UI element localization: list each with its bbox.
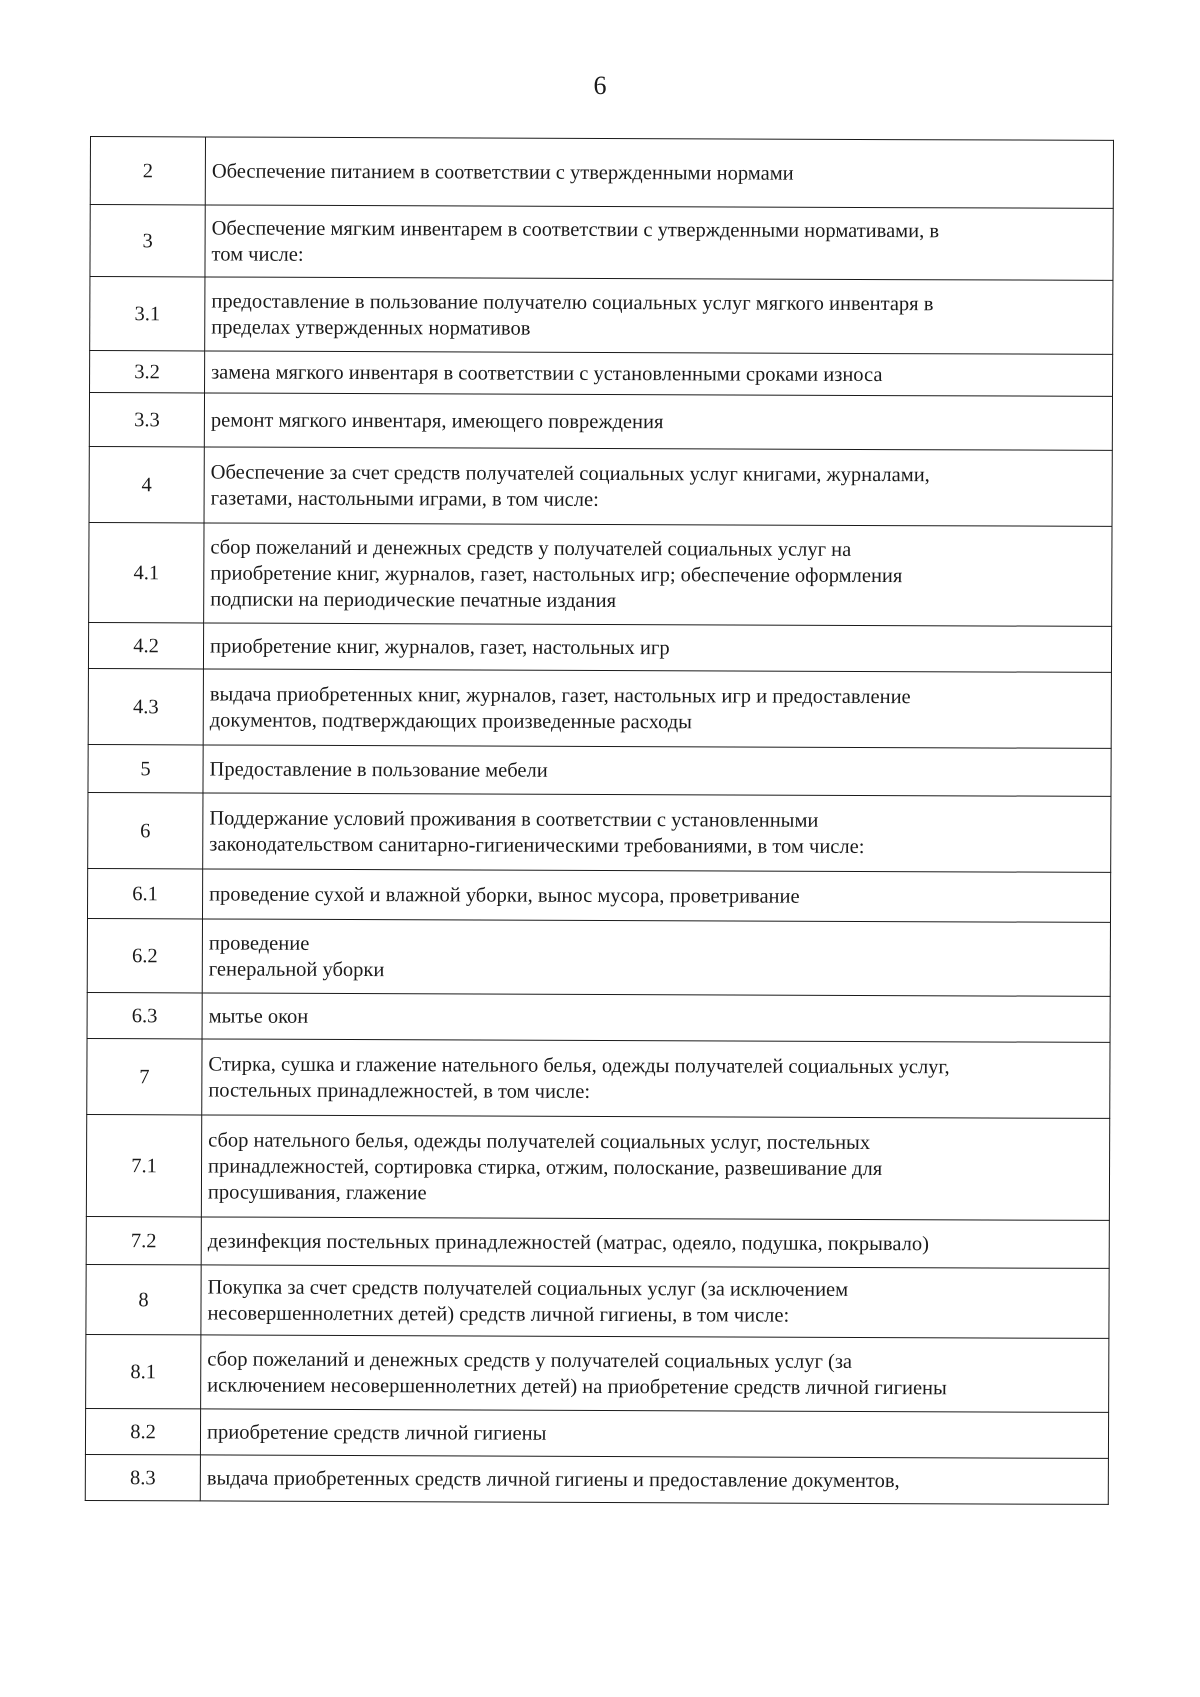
row-text: проведение сухой и влажной уборки, вынос мусора, проветривание: [202, 869, 1110, 922]
table-row: [85, 1408, 1108, 1458]
table-row: [87, 918, 1110, 996]
table-row: [89, 393, 1112, 451]
table-row: [88, 744, 1111, 796]
row-number: 7.2: [86, 1216, 201, 1264]
row-number: 2: [90, 137, 205, 205]
row-text: Стирка, сушка и глажение нательного белья, одежды получателей социальных услуг, постельных принадлежностей, в том числе:: [202, 1039, 1110, 1118]
row-number: 8: [86, 1264, 201, 1334]
table-row: [90, 205, 1113, 281]
table-row: [89, 446, 1112, 526]
table-row: [88, 622, 1111, 672]
row-text: ремонт мягкого инвентаря, имеющего повреждения: [204, 393, 1112, 450]
table-row: [85, 1454, 1108, 1504]
row-number: 4: [89, 446, 204, 522]
table-row: [86, 1264, 1109, 1338]
table-row: [86, 1334, 1109, 1412]
table-row: [87, 1038, 1110, 1118]
table-row: [86, 1216, 1109, 1268]
page-number: 6: [593, 71, 607, 100]
table-row: [88, 668, 1111, 748]
table-row: [90, 277, 1113, 355]
row-number: 4.1: [89, 522, 204, 622]
row-text: замена мягкого инвентаря в соответствии с установленными сроками износа: [205, 351, 1113, 396]
row-number: 7: [87, 1038, 202, 1114]
row-text: приобретение средств личной гигиены: [200, 1409, 1108, 1458]
row-text: предоставление в пользование получателю социальных услуг мягкого инвентаря в пределах утвержденных нормативов: [205, 277, 1113, 354]
table-row: [88, 792, 1111, 872]
row-text: дезинфекция постельных принадлежностей (матрас, одеяло, подушка, покрывало): [201, 1217, 1109, 1268]
row-number: 7.1: [86, 1114, 201, 1216]
row-text: сбор нательного белья, одежды получателей социальных услуг, постельных принадлежностей, сортировка стирка, отжим, полоскание, развешивание для просушивания, глажение: [201, 1115, 1109, 1220]
row-number: 8.2: [85, 1408, 200, 1454]
row-number: 4.3: [88, 668, 203, 744]
row-text: Поддержание условий проживания в соответствии с установленными законодательством санитарно-гигиеническими требованиями, в том числе:: [203, 793, 1111, 872]
table-row: [90, 351, 1113, 397]
table-row: [87, 992, 1110, 1042]
row-text: Обеспечение мягким инвентарем в соответствии с утвержденными нормативами, в том числе:: [205, 205, 1113, 280]
row-number: 6.3: [87, 992, 202, 1038]
row-number: 4.2: [88, 622, 203, 668]
row-text: Обеспечение за счет средств получателей социальных услуг книгами, журналами, газетами, настольными играми, в том числе:: [204, 447, 1112, 526]
row-text: сбор пожеланий и денежных средств у получателей социальных услуг на приобретение книг, журналов, газет, настольных игр; обеспечение оформления подписки на периодические печатные издания: [204, 523, 1112, 626]
row-text: сбор пожеланий и денежных средств у получателей социальных услуг (за исключением несовершеннолетних детей) на приобретение средств личной гигиены: [201, 1335, 1109, 1412]
row-number: 6.1: [87, 868, 202, 918]
row-number: 3.1: [90, 277, 205, 351]
table-row: [86, 1114, 1109, 1220]
row-number: 8.3: [85, 1454, 200, 1500]
row-number: 6: [88, 792, 203, 868]
row-text: выдача приобретенных книг, журналов, газет, настольных игр и предоставление документов, подтверждающих произведенные расходы: [203, 669, 1111, 748]
row-number: 3.3: [89, 393, 204, 447]
table-row: [90, 137, 1113, 209]
row-text: Покупка за счет средств получателей социальных услуг (за исключением несовершеннолетних детей) средств личной гигиены, в том числе:: [201, 1265, 1109, 1338]
row-text: Обеспечение питанием в соответствии с утвержденными нормами: [205, 137, 1113, 208]
table-row: [87, 868, 1110, 922]
row-text: проведение генеральной уборки: [202, 919, 1110, 996]
row-number: 8.1: [86, 1334, 201, 1408]
row-number: 6.2: [87, 918, 202, 992]
services-table: [85, 136, 1114, 1505]
row-text: мытье окон: [202, 993, 1110, 1042]
row-number: 5: [88, 744, 203, 792]
row-number: 3: [90, 205, 205, 277]
row-number: 3.2: [90, 351, 205, 393]
row-text: Предоставление в пользование мебели: [203, 745, 1111, 796]
row-text: выдача приобретенных средств личной гигиены и предоставление документов,: [200, 1455, 1108, 1504]
row-text: приобретение книг, журналов, газет, настольных игр: [203, 623, 1111, 672]
table-row: [89, 522, 1112, 626]
